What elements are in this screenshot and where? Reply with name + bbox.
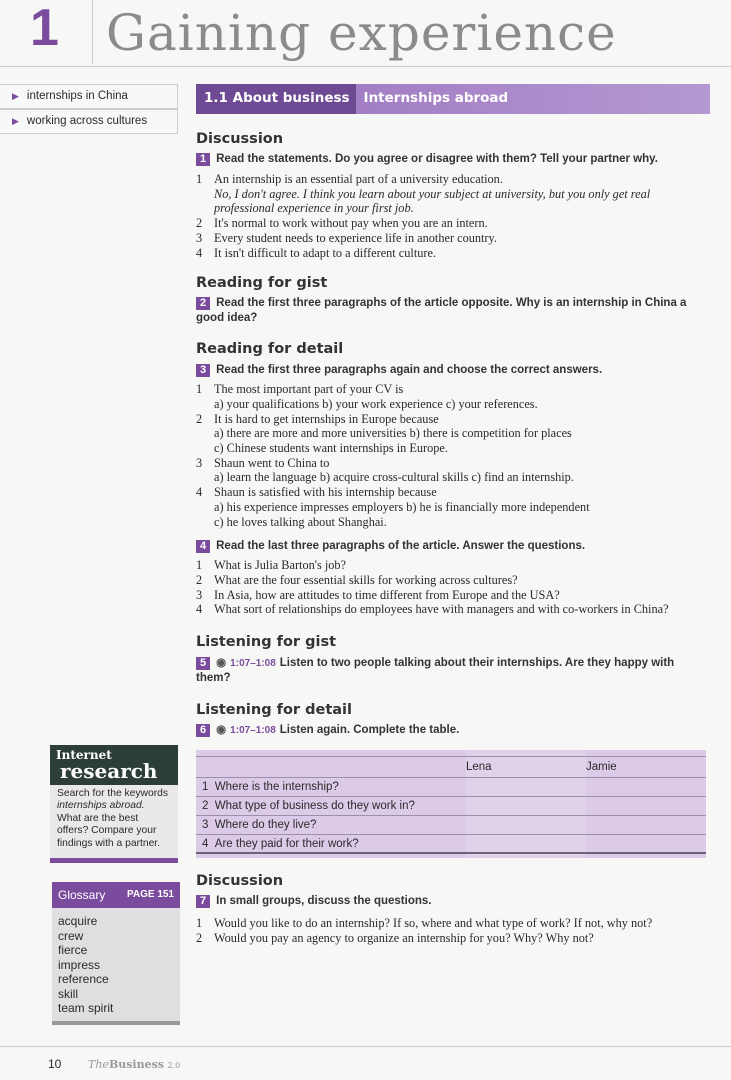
row-number: 2	[202, 800, 209, 813]
example-answer: No, I don't agree. I think you learn about your subject at university, but you only get real professional experience in your first job.	[214, 186, 651, 216]
instruction-text: Listen again. Complete the table.	[279, 724, 460, 737]
exercise-instruction	[196, 152, 711, 167]
item-number: 2	[196, 216, 203, 231]
exercise-instruction	[196, 296, 711, 326]
item-number: 2	[196, 572, 203, 587]
question-list	[196, 558, 711, 617]
header-lena: Lena	[466, 761, 492, 774]
glossary-word: skill	[58, 986, 78, 1001]
audio-track: 1:07–1:08	[230, 725, 276, 737]
topic-label: working across cultures	[26, 115, 148, 127]
section-banner	[196, 84, 710, 114]
exercise-number: 5	[196, 657, 210, 670]
triangle-icon: ▶	[12, 91, 19, 101]
instruction-text: Read the first three paragraphs again and choose the correct answers.	[216, 364, 603, 377]
glossary-box	[52, 882, 180, 1025]
list-item	[196, 558, 711, 573]
table-row	[196, 797, 706, 816]
instruction-text: Read the statements. Do you agree or disagree with them? Tell your partner why.	[216, 153, 658, 165]
cd-icon: ◉	[216, 724, 227, 737]
question-list	[196, 916, 711, 945]
exercise-instruction	[196, 723, 711, 738]
brand-name: Business	[108, 1058, 164, 1071]
item-number: 4	[196, 485, 203, 500]
item-text: Shaun went to China to	[214, 455, 330, 470]
item-number: 1	[196, 382, 203, 397]
glossary-word: impress	[58, 957, 101, 972]
title-small: Internet	[56, 748, 112, 762]
item-number: 1	[196, 172, 203, 186]
heading-reading-gist: Reading for gist	[196, 275, 328, 292]
list-item	[196, 916, 711, 931]
item-text: It is hard to get internships in Europe because	[214, 411, 439, 426]
exercise-number: 4	[196, 540, 210, 553]
item-text: What are the four essential skills for working across cultures?	[214, 572, 518, 587]
list-item	[196, 588, 711, 603]
item-text: Would you like to do an internship? If so, where and what type of work? If not, why not?	[214, 916, 653, 931]
list-item	[196, 573, 711, 588]
topic-label: internships in China	[26, 90, 128, 102]
list-item	[196, 602, 711, 617]
heading-discussion: Discussion	[196, 131, 284, 147]
item-text: Shaun is satisfied with his internship because	[214, 485, 437, 500]
glossary-list	[52, 908, 180, 1022]
exercise-number: 6	[196, 724, 210, 737]
list-item	[196, 931, 711, 946]
instruction-text: In small groups, discuss the questions.	[216, 895, 432, 908]
item-number: 3	[196, 455, 203, 470]
keywords: internships abroad.	[57, 800, 145, 812]
item-text: Would you pay an agency to organize an internship for you? Why? Why not?	[214, 930, 594, 945]
item-text: Every student needs to experience life in another country.	[214, 230, 497, 245]
item-number: 1	[196, 916, 203, 931]
statement-list	[196, 172, 711, 260]
book-brand	[88, 1058, 180, 1071]
section-label: 1.1 About business	[196, 84, 356, 114]
row-question: What type of business do they work in?	[214, 800, 415, 813]
cd-icon: ◉	[216, 657, 227, 670]
table-row	[196, 816, 706, 835]
exercise-instruction	[196, 894, 711, 909]
question-list	[196, 382, 711, 529]
header-jamie: Jamie	[586, 761, 617, 774]
list-item	[196, 412, 711, 456]
instruction-text: Read the last three paragraphs of the article. Answer the questions.	[216, 540, 586, 553]
audio-track: 1:07–1:08	[230, 658, 276, 670]
item-number: 1	[196, 558, 203, 573]
table-row	[196, 778, 706, 797]
exercise-number: 7	[196, 895, 210, 908]
answer-options: a) learn the language b) acquire cross-cultural skills c) find an internship.	[214, 470, 574, 485]
section-topic: Internships abroad	[363, 90, 509, 106]
list-item	[196, 231, 711, 246]
page-title: Gaining experience	[106, 4, 617, 62]
list-item	[196, 216, 711, 231]
exercise-instruction	[196, 656, 711, 686]
row-number: 4	[202, 837, 209, 850]
answer-options: a) there are more and more universities b) there is competition for places	[214, 426, 572, 441]
list-item	[196, 172, 711, 216]
exercise-instruction	[196, 539, 711, 554]
page-number: 10	[48, 1057, 62, 1071]
item-number: 2	[196, 930, 203, 945]
table-row	[196, 835, 706, 854]
row-question: Where is the internship?	[214, 781, 339, 794]
glossary-word: acquire	[58, 914, 98, 928]
glossary-word: reference	[58, 972, 109, 986]
row-number: 3	[202, 819, 209, 832]
row-number: 1	[202, 781, 209, 794]
brand-version: 2.0	[167, 1061, 181, 1070]
text: Search for the keywords	[57, 788, 169, 799]
instruction-text: Listen to two people talking about their internships. Are they happy with them?	[196, 657, 675, 685]
item-number: 3	[196, 230, 203, 245]
item-text: What sort of relationships do employees have with managers and with co-workers in China?	[214, 602, 669, 617]
item-text: In Asia, how are attitudes to time different from Europe and the USA?	[214, 587, 560, 602]
exercise-number: 1	[196, 153, 210, 166]
divider	[0, 1046, 731, 1047]
answer-options: a) your qualifications b) your work experience c) your references.	[214, 396, 538, 411]
answer-options: c) Chinese students want internships in Europe.	[214, 441, 448, 456]
heading-listening-detail: Listening for detail	[196, 702, 352, 719]
item-number: 3	[196, 587, 203, 602]
item-number: 4	[196, 602, 203, 617]
answer-options: c) he loves talking about Shanghai.	[214, 514, 387, 529]
divider	[0, 66, 731, 67]
glossary-page: PAGE 151	[126, 889, 174, 900]
item-number: 2	[196, 411, 203, 426]
topic-item	[0, 84, 178, 109]
list-item	[196, 485, 711, 529]
glossary-title: Glossary	[58, 888, 106, 902]
item-text: It's normal to work without pay when you are an intern.	[214, 216, 488, 231]
accent-bar	[50, 858, 178, 863]
exercise-number: 3	[196, 364, 210, 377]
glossary-word: crew	[58, 928, 84, 943]
heading-listening-gist: Listening for gist	[196, 634, 337, 651]
topic-item	[0, 109, 178, 134]
answer-table	[196, 750, 706, 858]
main-column	[196, 130, 711, 945]
glossary-header	[52, 882, 180, 908]
table-header	[196, 756, 706, 778]
item-text: What is Julia Barton's job?	[214, 558, 346, 573]
internet-research-title	[50, 745, 178, 785]
internet-research-box	[50, 745, 178, 858]
list-item	[196, 246, 711, 261]
row-question: Are they paid for their work?	[214, 837, 359, 850]
text: What are the best offers? Compare your findings with a partner.	[57, 812, 161, 849]
exercise-instruction	[196, 363, 711, 378]
list-item	[196, 456, 711, 485]
item-text: An internship is an essential part of a university education.	[214, 172, 503, 186]
answer-options: a) his experience impresses employers b) he is financially more independent	[214, 499, 590, 514]
internet-research-text	[50, 785, 178, 853]
glossary-word: team spirit	[58, 1001, 114, 1015]
exercise-number: 2	[196, 297, 210, 310]
glossary-word: fierce	[58, 943, 88, 957]
heading-reading-detail: Reading for detail	[196, 341, 344, 358]
triangle-icon: ▶	[12, 116, 19, 126]
title-big: research	[60, 759, 158, 783]
list-item	[196, 382, 711, 411]
accent-bar	[52, 1021, 180, 1025]
unit-number: 1	[30, 0, 59, 57]
heading-discussion: Discussion	[196, 873, 284, 890]
item-text: The most important part of your CV is	[214, 382, 404, 397]
item-number: 4	[196, 245, 203, 260]
row-question: Where do they live?	[214, 819, 317, 832]
divider	[92, 0, 93, 64]
instruction-text: Read the first three paragraphs of the article opposite. Why is an internship in China a good idea?	[196, 297, 687, 325]
brand-the: The	[88, 1058, 109, 1071]
item-text: It isn't difficult to adapt to a different culture.	[214, 245, 437, 260]
